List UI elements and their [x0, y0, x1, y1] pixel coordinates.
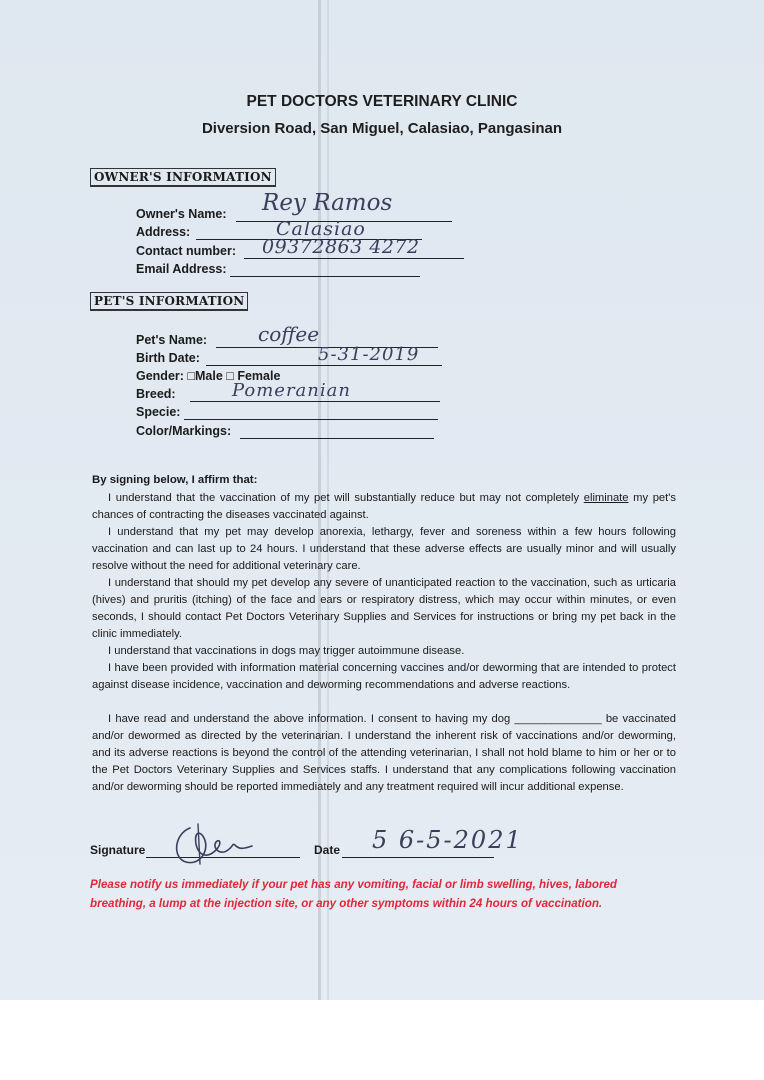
owner-name-value[interactable]: Rey Ramos — [262, 190, 393, 216]
pet-name-label: Pet's Name: — [136, 333, 208, 347]
affirmation-heading: By signing below, I affirm that: — [92, 474, 258, 486]
owner-section-heading: OWNER'S INFORMATION — [90, 168, 276, 187]
date-value[interactable]: 5 6-5-2021 — [372, 826, 523, 854]
gender-male-option: Male — [194, 369, 223, 383]
gender-label: Gender: — [136, 369, 184, 383]
contact-number-value[interactable]: 09372863 4272 — [262, 236, 420, 258]
affirmation-paragraph-5: I have been provided with information material concerning vaccines and/or deworming that are intended to protect against disease incidence, vaccination and deworming recommendations and adverse reactions. — [92, 662, 676, 691]
breed-label: Breed: — [136, 387, 176, 401]
post-vaccination-notice: Please notify us immediately if your pet has any vomiting, facial or limb swelling, hives, labored breathing, a lump at the injection site, or any other symptoms within 24 hours of vaccination. — [90, 878, 618, 910]
handwritten-signature[interactable] — [160, 820, 280, 868]
color-markings-line — [240, 438, 434, 439]
owner-name-label: Owner's Name: — [136, 207, 227, 221]
date-label: Date — [314, 843, 341, 857]
affirmation-paragraph-3: I understand that should my pet develop any severe of unanticipated reaction to the vaccination, such as urticaria (hives) and pruritis (itching) of the face and ears or respiratory distress, which may occur within minutes, or even seconds, I should contact Pet Doctors Veterinary Supplies and Services for instructions or bring my pet back in the clinic immediately. — [92, 577, 676, 640]
p1-text-end: my pet's chances of contracting the diseases vaccinated against. — [92, 492, 676, 521]
pet-section-heading: PET'S INFORMATION — [90, 292, 248, 311]
birth-date-label: Birth Date: — [136, 351, 200, 365]
breed-line — [190, 401, 440, 402]
email-address-line — [230, 276, 420, 277]
affirmation-paragraph-1 — [92, 490, 676, 524]
affirmation-paragraph-4: I understand that vaccinations in dogs may trigger autoimmune disease. — [108, 645, 465, 657]
email-address-label: Email Address: — [136, 262, 227, 276]
p1-text-start: I understand that the vaccination of my pet will substantially reduce but may not completely — [108, 492, 584, 504]
dog-name-blank[interactable]: ______________ — [514, 713, 602, 725]
p1-underlined-word: eliminate — [583, 492, 629, 504]
affirmation-paragraph-6 — [92, 711, 676, 796]
birth-date-line — [206, 365, 442, 366]
clinic-address: Diversion Road, San Miguel, Calasiao, Pangasinan — [201, 120, 563, 137]
address-label: Address: — [136, 225, 191, 239]
gender-female-option: Female — [237, 369, 281, 383]
breed-value[interactable]: Pomeranian — [232, 380, 351, 401]
gender-male-checkbox[interactable]: □ — [187, 369, 195, 383]
p6-text-end: be vaccinated and/or dewormed as directed by the veterinarian. I understand the inherent risk of vaccinations and/or deworming, and its adverse reactions is beyond the control of the attending veterinarian, I shall not hold blame to him or her or to the Pet Doctors Veterinary Supplies and Services staffs. I understand that any complications following vaccination and/or deworming should be reported immediately and any treatment required will incur additional expense. — [92, 713, 676, 793]
p6-text-start: I have read and understand the above information. I consent to having my dog — [108, 713, 515, 725]
pet-name-value[interactable]: coffee — [258, 322, 320, 346]
specie-line — [184, 419, 438, 420]
clinic-name: PET DOCTORS VETERINARY CLINIC — [246, 93, 518, 110]
contact-number-line — [244, 258, 464, 259]
specie-label: Specie: — [136, 405, 181, 419]
birth-date-value[interactable]: 5-31-2019 — [318, 344, 420, 365]
address-value[interactable]: Calasiao — [276, 218, 366, 240]
affirmation-paragraph-2: I understand that my pet may develop anorexia, lethargy, fever and soreness within a few hours following vaccination and can last up to 24 hours. I understand that these adverse effects are usually minor and will usually resolve without the need for additional veterinary care. — [92, 526, 676, 572]
color-markings-label: Color/Markings: — [136, 424, 232, 438]
contact-number-label: Contact number: — [136, 244, 236, 258]
signature-label: Signature — [90, 843, 146, 857]
date-line — [342, 857, 494, 858]
gender-female-checkbox[interactable]: □ — [226, 369, 234, 383]
